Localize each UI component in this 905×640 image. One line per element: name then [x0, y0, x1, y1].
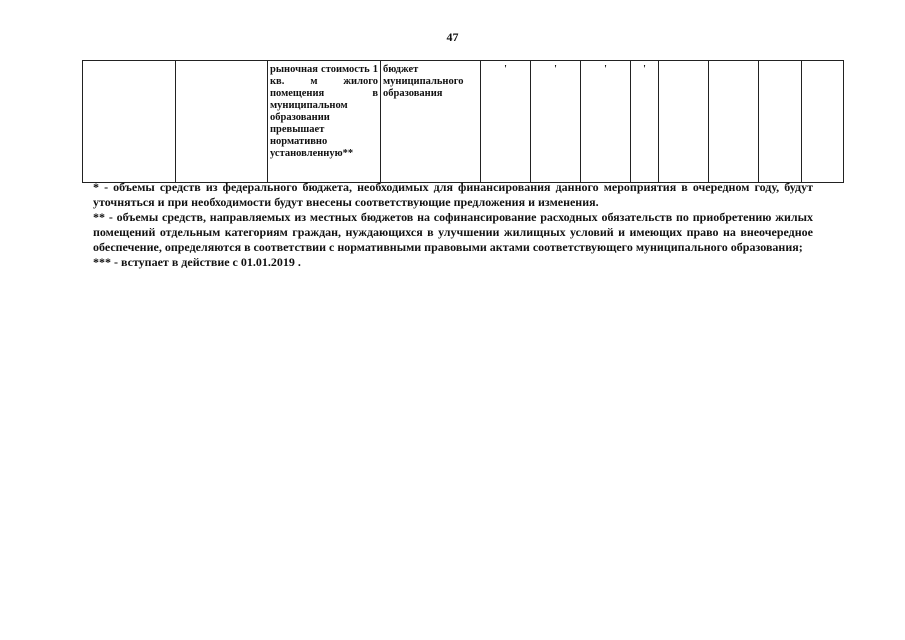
table-row — [83, 61, 844, 183]
table-cell-funding-source: бюджет муниципального образования — [381, 61, 481, 183]
table-cell-dash-4 — [631, 61, 659, 183]
table-cell-empty-10 — [709, 61, 759, 183]
dash-mark: ' — [504, 64, 507, 75]
table-cell-condition: рыночная стоимость 1 кв. м жилого помещения в муниципальном образовании превышает нормативно установленную** — [268, 61, 381, 183]
page-number: 47 — [446, 30, 459, 44]
table-cell-empty-9 — [659, 61, 709, 183]
footnote-1: * - объемы средств из федерального бюджета, необходимых для финансирования данного мероприятия в очередном году, будут уточняться и при необходимости будут внесены соответствующие предложения и изменения. — [93, 180, 813, 209]
dash-mark: ' — [554, 64, 557, 75]
table-cell-empty-12 — [802, 61, 844, 183]
table-cell-empty-2 — [176, 61, 268, 183]
footnote-2: ** - объемы средств, направляемых из местных бюджетов на софинансирование расходных обязательств по приобретению жилых помещений отдельным категориям граждан, нуждающихся в улучшении жилищных условий и имеющих право на внеочередное обеспечение, определяются в соответствии с нормативными правовыми актами соответствующего муниципального образования; — [93, 210, 813, 254]
table-cell-dash-3 — [581, 61, 631, 183]
dash-mark: ' — [643, 64, 646, 75]
program-table — [82, 60, 844, 183]
table-cell-dash-1 — [481, 61, 531, 183]
table-cell-dash-2 — [531, 61, 581, 183]
footnote-3: *** - вступает в действие с 01.01.2019 . — [93, 255, 301, 269]
table-cell-empty-11 — [759, 61, 802, 183]
dash-mark: ' — [604, 64, 607, 75]
footnotes — [93, 180, 813, 270]
table-cell-empty-1 — [83, 61, 176, 183]
